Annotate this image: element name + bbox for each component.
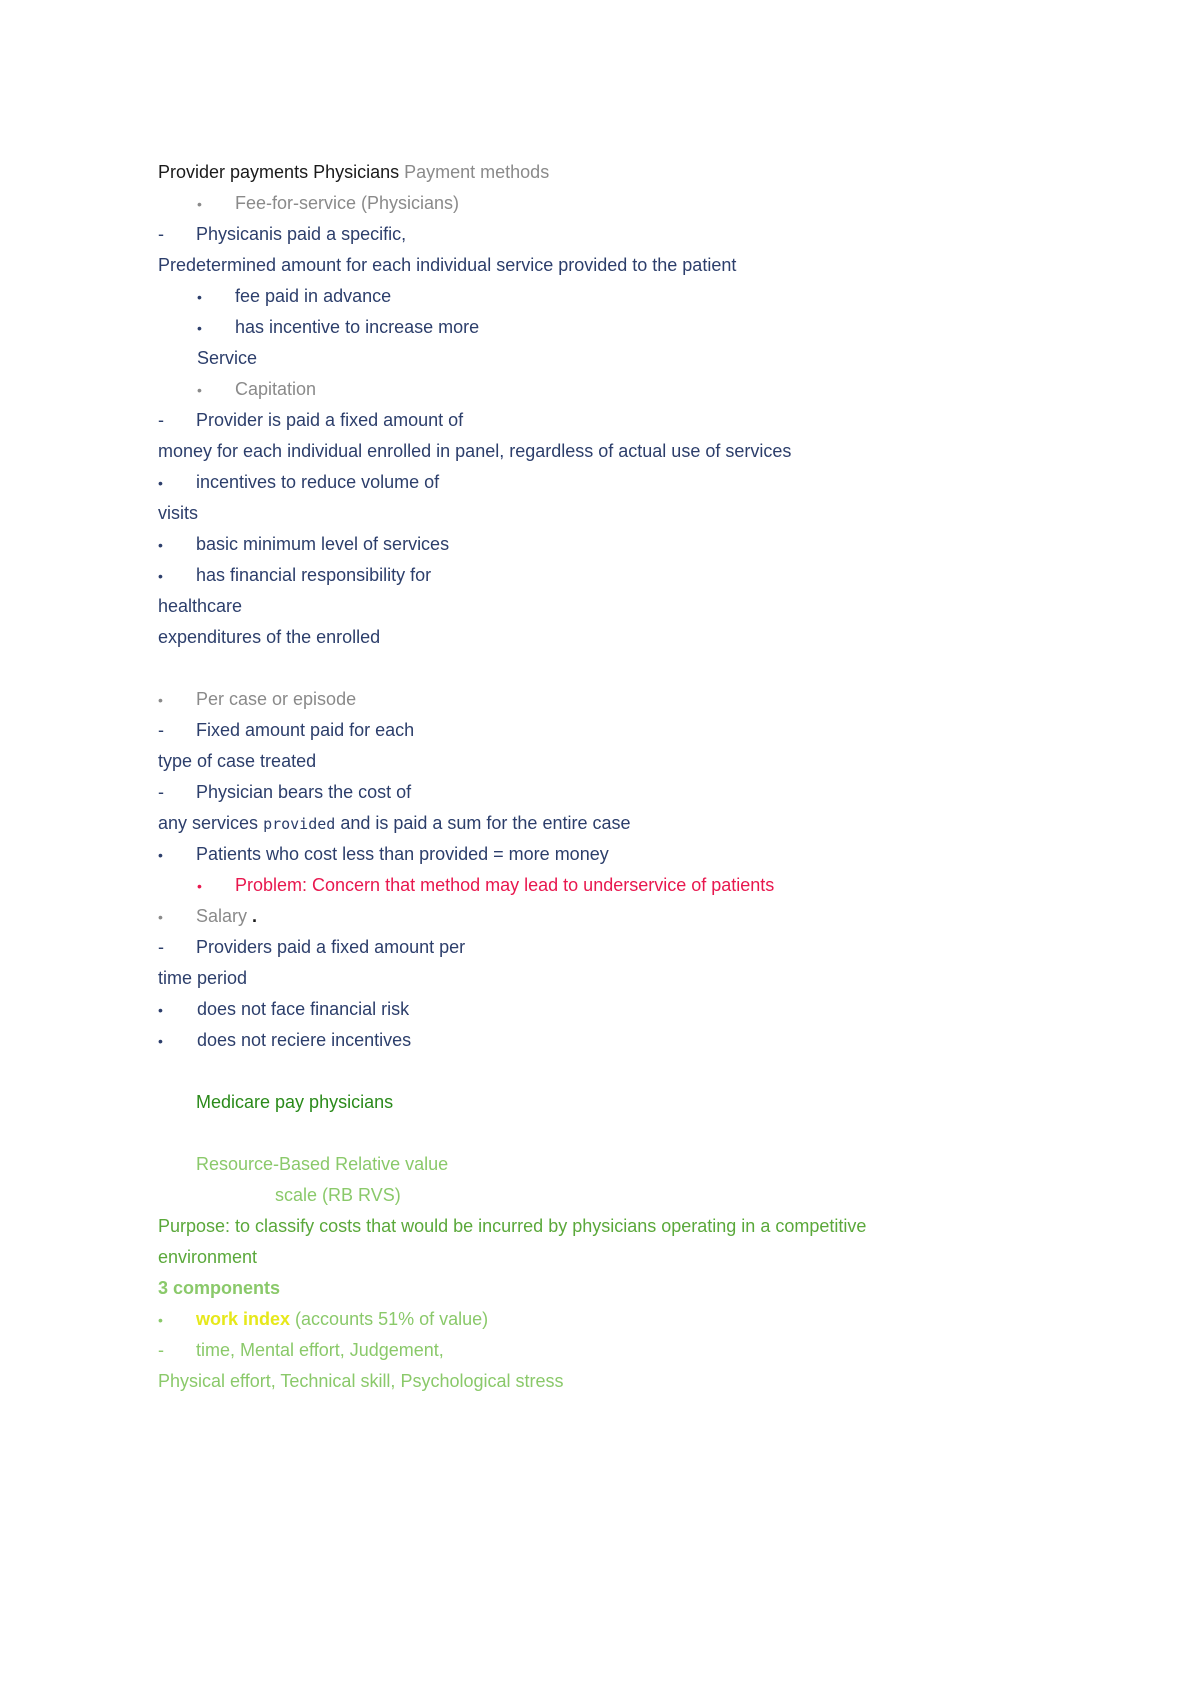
per-case-line (158, 780, 411, 804)
list-item (197, 284, 391, 309)
dash-marker: - (158, 224, 164, 244)
capitation-line (158, 408, 463, 432)
dash-marker: - (158, 720, 164, 740)
medicare-heading: Medicare pay physicians (196, 1092, 394, 1112)
bullet-marker: • (158, 537, 163, 553)
item-text: fee paid in advance (235, 286, 392, 306)
per-case-heading (158, 687, 356, 712)
list-item (158, 1307, 488, 1332)
heading-suffix: . (252, 906, 258, 926)
list-item-cont: healthcare (158, 596, 243, 616)
item-text: has incentive to increase more (235, 317, 480, 337)
per-case-line-cont (158, 811, 631, 836)
line-text: and is paid a sum for the entire case (340, 813, 631, 833)
list-item (158, 1338, 444, 1362)
heading-text: Fee-for-service (Physicians) (235, 193, 460, 213)
bullet-marker: • (197, 196, 202, 212)
list-item-cont: visits (158, 503, 198, 523)
list-item (158, 532, 449, 557)
bullet-marker: • (197, 878, 202, 894)
line-text: Fixed amount paid for each (196, 720, 415, 740)
purpose-text: Purpose: to classify costs that would be incurred by physicians operating in a competitive (158, 1216, 867, 1236)
bullet-marker: • (197, 289, 202, 305)
line-text: Providers paid a fixed amount per (196, 937, 466, 957)
capitation-line-cont: money for each individual enrolled in panel, regardless of actual use of services (158, 441, 792, 461)
item-text: incentives to reduce volume of (196, 472, 440, 492)
list-item (158, 470, 439, 495)
line-text-mono: provided (263, 815, 336, 833)
problem-text: Problem: Concern that method may lead to underservice of patients (235, 875, 775, 895)
line-text: Physicanis paid a specific, (196, 224, 407, 244)
list-item (158, 842, 609, 867)
fee-for-service-line-cont: Predetermined amount for each individual service provided to the patient (158, 255, 737, 275)
purpose-text-cont: environment (158, 1247, 258, 1267)
item-text: Patients who cost less than provided = more money (196, 844, 609, 864)
problem-note (197, 873, 774, 898)
fee-for-service-heading (197, 191, 459, 216)
list-item-cont: Service (197, 348, 258, 368)
bullet-marker: • (158, 847, 163, 863)
list-item (197, 315, 479, 340)
line-text: any services (158, 813, 259, 833)
heading-text: Capitation (235, 379, 317, 399)
dash-marker: - (158, 782, 164, 802)
per-case-line-cont: type of case treated (158, 751, 317, 771)
rbrvs-title-cont: scale (RB RVS) (275, 1185, 401, 1205)
per-case-line (158, 718, 414, 742)
dash-marker: - (158, 937, 164, 957)
fee-for-service-line (158, 222, 406, 246)
bullet-marker: • (158, 692, 163, 708)
bullet-marker: • (158, 1312, 163, 1328)
salary-line (158, 935, 465, 959)
list-item-cont: expenditures of the enrolled (158, 627, 381, 647)
title-main: Provider payments Physicians (158, 162, 400, 182)
capitation-heading (197, 377, 316, 402)
salary-heading (158, 904, 257, 929)
item-text: time, Mental effort, Judgement, (196, 1340, 444, 1360)
dash-marker: - (158, 410, 164, 430)
item-text: does not reciere incentives (197, 1030, 412, 1050)
list-item (158, 997, 409, 1022)
list-item (158, 563, 431, 588)
bullet-marker: • (197, 320, 202, 336)
bullet-marker: • (158, 1033, 163, 1049)
line-text: Provider is paid a fixed amount of (196, 410, 464, 430)
item-text: does not face financial risk (197, 999, 410, 1019)
bullet-marker: • (197, 382, 202, 398)
line-text: Physician bears the cost of (196, 782, 412, 802)
dash-marker: - (158, 1340, 164, 1360)
rbrvs-title: Resource-Based Relative value (196, 1154, 449, 1174)
heading-text: Salary (196, 906, 248, 926)
list-item (158, 1028, 411, 1053)
work-index-note: (accounts 51% of value) (295, 1309, 489, 1329)
components-heading: 3 components (158, 1278, 281, 1298)
bullet-marker: • (158, 909, 163, 925)
page-title (158, 160, 549, 184)
work-index-label: work index (196, 1309, 291, 1329)
bullet-marker: • (158, 475, 163, 491)
item-text: has financial responsibility for (196, 565, 432, 585)
list-item-cont: Physical effort, Technical skill, Psychological stress (158, 1371, 564, 1391)
salary-line-cont: time period (158, 968, 248, 988)
item-text: basic minimum level of services (196, 534, 450, 554)
bullet-marker: • (158, 568, 163, 584)
heading-text: Per case or episode (196, 689, 357, 709)
bullet-marker: • (158, 1002, 163, 1018)
title-sub: Payment methods (404, 162, 550, 182)
